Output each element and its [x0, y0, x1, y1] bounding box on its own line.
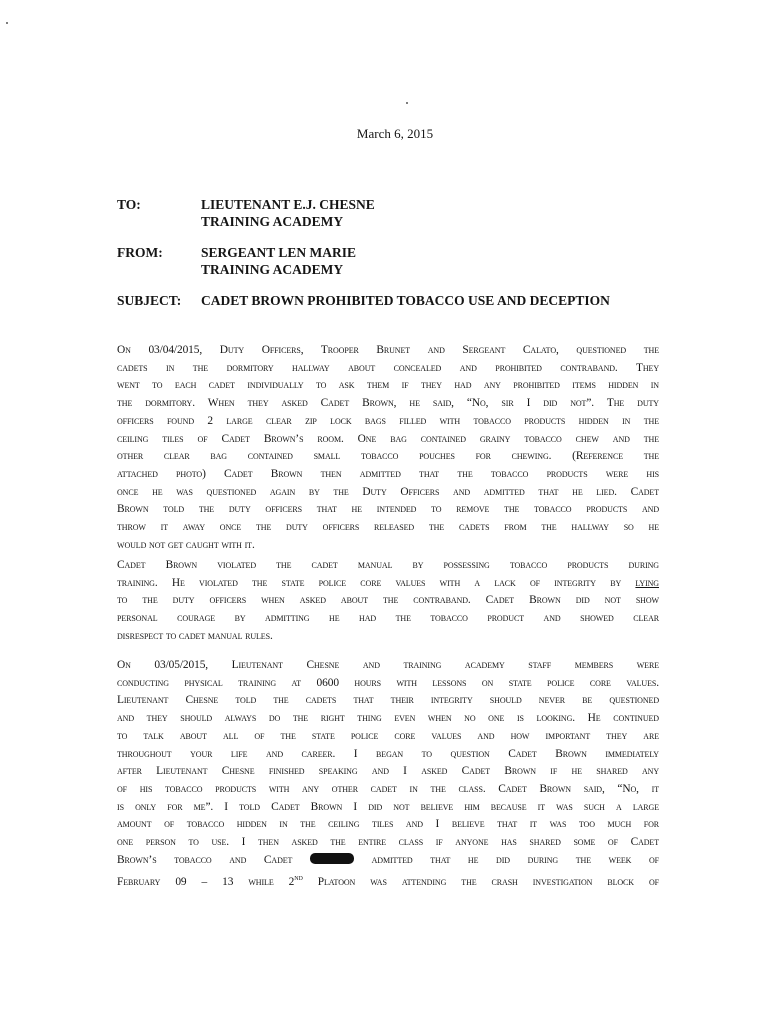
redaction-mark [310, 853, 354, 864]
line-text: February 09 – 13 while 2 [117, 876, 295, 889]
paragraph-line: and they should always do the right thing even when no one is looking. He continued [117, 712, 659, 725]
paragraph-line: officers found 2 large clear zip lock bags filled with tobacco products hidden in the [117, 414, 659, 427]
line-text: admitted that he did during the week of [371, 853, 659, 866]
paragraph-line: went to each cadet individually to ask them if they had any prohibited items hidden in [117, 379, 659, 392]
paragraph-line: personal courage by admitting he had the tobacco product and showed clear [117, 612, 659, 625]
paragraph-line: after Lieutenant Chesne finished speaking and I asked Cadet Brown if he shared any [117, 765, 659, 778]
paragraph-line: Cadet Brown violated the cadet manual by possessing tobacco products during [117, 559, 659, 571]
from-name: SERGEANT LEN MARIE [201, 245, 357, 260]
from-value [201, 244, 356, 278]
subject-label: SUBJECT: [117, 293, 182, 308]
paragraph-2 [117, 557, 659, 646]
line-text: Platoon was attending the crash investigation block of [302, 876, 659, 889]
underlined-word: lying [635, 576, 659, 589]
paragraph-line: other clear bag contained small tobacco pouches for chewing. (Reference the [117, 450, 659, 463]
paragraph-line: disrespect to cadet manual rules. [117, 629, 273, 642]
superscript: nd [294, 873, 303, 883]
to-label: TO: [117, 197, 141, 212]
paragraph-line: amount of tobacco hidden in the ceiling tiles and I believe that it was too much for [117, 818, 659, 831]
line-text: Brown’s tobacco and Cadet [117, 853, 293, 866]
subject-text: CADET BROWN PROHIBITED TOBACCO USE AND DECEPTION [201, 293, 610, 308]
paragraph-line [117, 869, 659, 892]
paragraph-line: Brown told the duty officers that he intended to remove the tobacco products and [117, 503, 659, 516]
line-text: training. He violated the state police core values with a lack of integrity by [117, 576, 636, 589]
paragraph-line: ceiling tiles of Cadet Brown’s room. One bag contained grainy tobacco chew and the [117, 432, 659, 445]
paragraph-line: is only for me”. I told Cadet Brown I did not believe him because it was such a large [117, 800, 659, 813]
from-block [117, 244, 356, 278]
paragraph-line: to the duty officers when asked about the contraband. Cadet Brown did not show [117, 594, 659, 607]
to-block [117, 196, 375, 230]
paragraph-line: conducting physical training at 0600 hours with lessons on state police core values. [117, 676, 659, 689]
paragraph-1 [117, 342, 659, 554]
scan-speck [406, 102, 408, 104]
paragraph-line: On 03/05/2015, Lieutenant Chesne and training academy staff members were [117, 659, 659, 671]
paragraph-line: one person to use. I then asked the entire class if anyone has shared some of Cadet [117, 836, 659, 849]
paragraph-line: Lieutenant Chesne told the cadets that their integrity should never be questioned [117, 694, 659, 707]
paragraph-line: of his tobacco products with any other cadet in the class. Cadet Brown said, “No, it [117, 782, 659, 795]
to-unit: TRAINING ACADEMY [201, 214, 344, 229]
to-value [201, 196, 375, 230]
paragraph-line: once he was questioned again by the Duty Officers and admitted that he lied. Cadet [117, 485, 659, 498]
from-label: FROM: [117, 245, 163, 260]
scan-speck [6, 22, 8, 24]
paragraph-line: to talk about all of the state police core values and how important they are [117, 729, 659, 742]
to-name: LIEUTENANT E.J. CHESNE [201, 197, 375, 212]
paragraph-line: throw it away once the duty officers released the cadets from the hallway so he [117, 521, 659, 534]
paragraph-line: On 03/04/2015, Duty Officers, Trooper Brunet and Sergeant Calato, questioned the [117, 344, 659, 356]
paragraph-3 [117, 657, 659, 892]
from-unit: TRAINING ACADEMY [201, 262, 344, 277]
paragraph-line: cadets in the dormitory hallway about concealed and prohibited contraband. They [117, 361, 659, 374]
subject-block [117, 292, 610, 309]
paragraph-line [117, 852, 659, 870]
paragraph-line [117, 575, 659, 593]
memo-date: March 6, 2015 [356, 126, 434, 141]
paragraph-line: the dormitory. When they asked Cadet Brown, he said, “No, sir I did not”. The duty [117, 397, 659, 410]
paragraph-line: throughout your life and career. I began to question Cadet Brown immediately [117, 747, 659, 760]
paragraph-line: would not get caught with it. [117, 538, 255, 551]
paragraph-line: attached photo) Cadet Brown then admitted that the tobacco products were his [117, 467, 659, 480]
